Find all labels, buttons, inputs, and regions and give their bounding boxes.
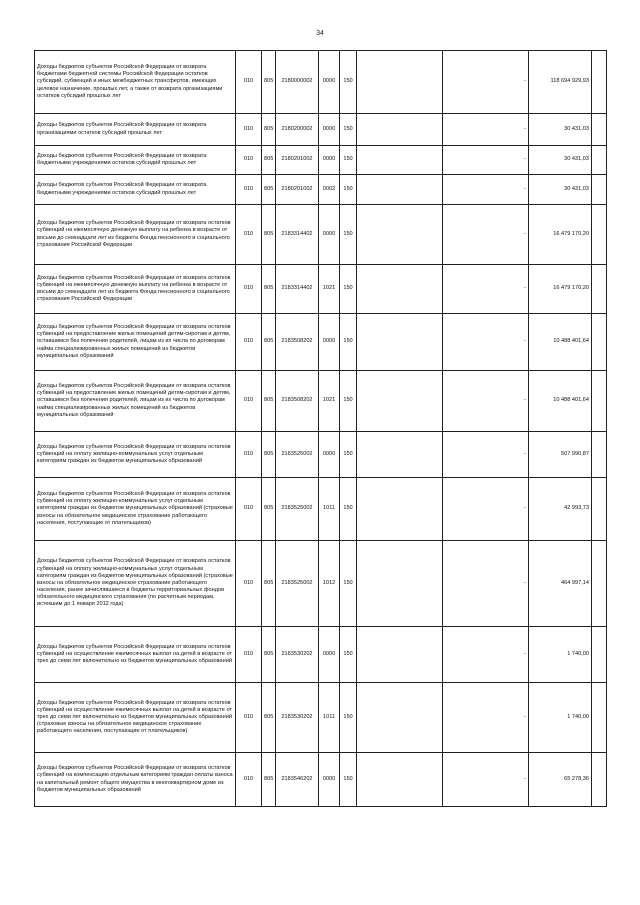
- table-body: [35, 51, 607, 807]
- row-plan-value: -: [443, 265, 529, 314]
- row-description: Доходы бюджетов субъектов Российской Федерации от возврата остатков субвенций на предоставление жилых помещений детям-сиротам и детям, оставшимся без попечения родителей, лицам из их числа по договорам найма специализированных жилых помещений из бюджетов муниципальных образований: [35, 371, 236, 432]
- row-revenue-code: 2183508202: [276, 371, 319, 432]
- row-empty-cell: [592, 205, 607, 265]
- row-empty-cell: [592, 478, 607, 541]
- row-subtype-code: 0002: [319, 175, 340, 205]
- row-empty-cell: [357, 314, 443, 371]
- row-plan-value: -: [443, 175, 529, 205]
- table-row: [35, 753, 607, 807]
- row-plan-value: -: [443, 478, 529, 541]
- row-subtype-code: 0000: [319, 51, 340, 114]
- row-description: Доходы бюджетов субъектов Российской Федерации от возврата остатков субвенций на оплату жилищно-коммунальных услуг отдельным категориям граждан из бюджетов муниципальных образований: [35, 432, 236, 478]
- row-amount: 30 431,03: [529, 114, 592, 146]
- row-revenue-code: 2183530202: [276, 627, 319, 683]
- row-empty-cell: [592, 114, 607, 146]
- row-revenue-code: 2183525002: [276, 478, 319, 541]
- row-subtype-code: 1011: [319, 683, 340, 753]
- row-kosgu-code: 150: [340, 683, 357, 753]
- row-plan-value: -: [443, 683, 529, 753]
- row-kosgu-code: 150: [340, 205, 357, 265]
- row-admin-code: 805: [262, 432, 276, 478]
- row-section-code: 010: [236, 314, 262, 371]
- row-section-code: 010: [236, 683, 262, 753]
- row-admin-code: 805: [262, 175, 276, 205]
- row-kosgu-code: 150: [340, 175, 357, 205]
- row-empty-cell: [357, 205, 443, 265]
- row-amount: 16 479 170,20: [529, 265, 592, 314]
- row-empty-cell: [357, 146, 443, 175]
- row-empty-cell: [592, 627, 607, 683]
- table-row: [35, 205, 607, 265]
- row-empty-cell: [592, 314, 607, 371]
- row-section-code: 010: [236, 371, 262, 432]
- row-empty-cell: [592, 683, 607, 753]
- row-empty-cell: [357, 114, 443, 146]
- row-empty-cell: [592, 432, 607, 478]
- row-plan-value: -: [443, 371, 529, 432]
- row-kosgu-code: 150: [340, 51, 357, 114]
- row-section-code: 010: [236, 51, 262, 114]
- row-admin-code: 805: [262, 205, 276, 265]
- row-admin-code: 805: [262, 683, 276, 753]
- row-empty-cell: [357, 753, 443, 807]
- row-description: Доходы бюджетов субъектов Российской Федерации от возврата остатков субвенций на оплату жилищно-коммунальных услуг отдельным категориям граждан из бюджетов муниципальных образований (страховые взносы на обязательное медицинское страхование работающего населения, ранее зачислявшиеся в бюджеты территориальных фондов обязательного медицинского страхования (по расчетным периодам, истекшим до 1 января 2012 года): [35, 541, 236, 627]
- row-kosgu-code: 150: [340, 146, 357, 175]
- row-section-code: 010: [236, 265, 262, 314]
- row-admin-code: 805: [262, 627, 276, 683]
- row-empty-cell: [592, 265, 607, 314]
- row-revenue-code: 2183525002: [276, 541, 319, 627]
- row-amount: 507 990,87: [529, 432, 592, 478]
- row-plan-value: -: [443, 51, 529, 114]
- row-plan-value: -: [443, 627, 529, 683]
- row-subtype-code: 1011: [319, 478, 340, 541]
- row-kosgu-code: 150: [340, 753, 357, 807]
- row-empty-cell: [357, 265, 443, 314]
- row-revenue-code: 2180201002: [276, 175, 319, 205]
- row-plan-value: -: [443, 541, 529, 627]
- row-subtype-code: 0000: [319, 314, 340, 371]
- row-empty-cell: [357, 432, 443, 478]
- row-subtype-code: 1021: [319, 371, 340, 432]
- table-row: [35, 432, 607, 478]
- row-kosgu-code: 150: [340, 371, 357, 432]
- row-revenue-code: 2180201002: [276, 146, 319, 175]
- row-empty-cell: [592, 541, 607, 627]
- row-revenue-code: 2180200002: [276, 114, 319, 146]
- row-plan-value: -: [443, 114, 529, 146]
- row-section-code: 010: [236, 146, 262, 175]
- budget-revenue-table: [34, 50, 607, 807]
- row-revenue-code: 2183314402: [276, 205, 319, 265]
- row-amount: 1 740,00: [529, 683, 592, 753]
- row-subtype-code: 0000: [319, 627, 340, 683]
- row-kosgu-code: 150: [340, 541, 357, 627]
- row-plan-value: -: [443, 205, 529, 265]
- table-row: [35, 175, 607, 205]
- row-admin-code: 805: [262, 51, 276, 114]
- row-subtype-code: 0000: [319, 114, 340, 146]
- row-subtype-code: 1021: [319, 265, 340, 314]
- row-amount: 30 431,03: [529, 146, 592, 175]
- row-kosgu-code: 150: [340, 265, 357, 314]
- row-empty-cell: [592, 51, 607, 114]
- row-description: Доходы бюджетов субъектов Российской Федерации от возврата остатков субвенций на оплату жилищно-коммунальных услуг отдельным категориям граждан из бюджетов муниципальных образований (страховые взносы на обязательное медицинское страхование работающего населения, поступающие от плательщиков): [35, 478, 236, 541]
- row-section-code: 010: [236, 205, 262, 265]
- row-revenue-code: 2180000002: [276, 51, 319, 114]
- row-section-code: 010: [236, 753, 262, 807]
- row-admin-code: 805: [262, 314, 276, 371]
- row-plan-value: -: [443, 146, 529, 175]
- row-empty-cell: [592, 371, 607, 432]
- row-kosgu-code: 150: [340, 432, 357, 478]
- row-section-code: 010: [236, 432, 262, 478]
- row-admin-code: 805: [262, 265, 276, 314]
- row-kosgu-code: 150: [340, 478, 357, 541]
- row-empty-cell: [592, 753, 607, 807]
- row-section-code: 010: [236, 114, 262, 146]
- row-admin-code: 805: [262, 753, 276, 807]
- row-amount: 42 993,73: [529, 478, 592, 541]
- row-revenue-code: 2183314402: [276, 265, 319, 314]
- table-row: [35, 314, 607, 371]
- row-subtype-code: 0000: [319, 146, 340, 175]
- row-empty-cell: [592, 146, 607, 175]
- row-amount: 10 488 401,64: [529, 371, 592, 432]
- row-kosgu-code: 150: [340, 114, 357, 146]
- row-amount: 118 694 929,93: [529, 51, 592, 114]
- row-empty-cell: [357, 371, 443, 432]
- row-description: Доходы бюджетов субъектов Российской Федерации от возврата бюджетами бюджетной системы Российской Федерации остатков субсидий, субвенций и иных межбюджетных трансфертов, имеющих целевое назначение, прошлых лет, а также от возврата организациями остатков субсидий прошлых лет: [35, 51, 236, 114]
- page-number: 34: [316, 30, 324, 37]
- row-empty-cell: [357, 683, 443, 753]
- row-revenue-code: 2183530202: [276, 683, 319, 753]
- row-empty-cell: [357, 51, 443, 114]
- row-plan-value: -: [443, 432, 529, 478]
- row-description: Доходы бюджетов субъектов Российской Федерации от возврата остатков субвенций на осуществление ежемесячных выплат на детей в возрасте от трех до семи лет включительно из бюджетов муниципальных образований (страховые взносы на обязательное медицинское страхование работающего населения, поступающие от плательщиков): [35, 683, 236, 753]
- row-amount: 30 431,03: [529, 175, 592, 205]
- row-revenue-code: 2183508202: [276, 314, 319, 371]
- row-description: Доходы бюджетов субъектов Российской Федерации от возврата остатков субвенций на ежемесячную денежную выплату на ребенка в возрасте от восьми до семнадцати лет из бюджета Фонда пенсионного и социального страхования Российской Федерации: [35, 265, 236, 314]
- row-subtype-code: 1012: [319, 541, 340, 627]
- row-empty-cell: [357, 175, 443, 205]
- row-empty-cell: [357, 627, 443, 683]
- row-kosgu-code: 150: [340, 314, 357, 371]
- row-amount: 1 740,00: [529, 627, 592, 683]
- row-description: Доходы бюджетов субъектов Российской Федерации от возврата остатков субвенций на осуществление ежемесячных выплат на детей в возрасте от трех до семи лет включительно из бюджетов муниципальных образований: [35, 627, 236, 683]
- table-row: [35, 265, 607, 314]
- row-admin-code: 805: [262, 146, 276, 175]
- row-plan-value: -: [443, 314, 529, 371]
- row-description: Доходы бюджетов субъектов Российской Федерации от возврата бюджетными учреждениями остатков субсидий прошлых лет: [35, 146, 236, 175]
- table-row: [35, 114, 607, 146]
- row-revenue-code: 2183546202: [276, 753, 319, 807]
- row-section-code: 010: [236, 627, 262, 683]
- row-section-code: 010: [236, 478, 262, 541]
- row-revenue-code: 2183525002: [276, 432, 319, 478]
- row-subtype-code: 0000: [319, 753, 340, 807]
- table-row: [35, 627, 607, 683]
- row-description: Доходы бюджетов субъектов Российской Федерации от возврата бюджетными учреждениями остатков субсидий прошлых лет: [35, 175, 236, 205]
- row-amount: 16 479 170,20: [529, 205, 592, 265]
- row-amount: 65 278,36: [529, 753, 592, 807]
- row-admin-code: 805: [262, 371, 276, 432]
- row-admin-code: 805: [262, 478, 276, 541]
- row-section-code: 010: [236, 175, 262, 205]
- row-amount: 464 997,14: [529, 541, 592, 627]
- table-row: [35, 683, 607, 753]
- row-subtype-code: 0000: [319, 205, 340, 265]
- row-description: Доходы бюджетов субъектов Российской Федерации от возврата организациями остатков субсидий прошлых лет: [35, 114, 236, 146]
- row-kosgu-code: 150: [340, 627, 357, 683]
- table-row: [35, 146, 607, 175]
- row-empty-cell: [357, 478, 443, 541]
- table-row: [35, 371, 607, 432]
- row-subtype-code: 0000: [319, 432, 340, 478]
- table-row: [35, 541, 607, 627]
- table-row: [35, 478, 607, 541]
- row-section-code: 010: [236, 541, 262, 627]
- row-description: Доходы бюджетов субъектов Российской Федерации от возврата остатков субвенций на ежемесячную денежную выплату на ребенка в возрасте от восьми до семнадцати лет из бюджета Фонда пенсионного и социального страхования Российской Федерации: [35, 205, 236, 265]
- row-amount: 10 488 401,64: [529, 314, 592, 371]
- row-empty-cell: [592, 175, 607, 205]
- row-admin-code: 805: [262, 541, 276, 627]
- row-admin-code: 805: [262, 114, 276, 146]
- row-description: Доходы бюджетов субъектов Российской Федерации от возврата остатков субвенций на компенсацию отдельным категориям граждан оплаты взноса на капитальный ремонт общего имущества в многоквартирном доме из бюджетов муниципальных образований: [35, 753, 236, 807]
- row-description: Доходы бюджетов субъектов Российской Федерации от возврата остатков субвенций на предоставление жилых помещений детям-сиротам и детям, оставшимся без попечения родителей, лицам из их числа по договорам найма специализированных жилых помещений из бюджетов муниципальных образований: [35, 314, 236, 371]
- row-plan-value: -: [443, 753, 529, 807]
- table-row: [35, 51, 607, 114]
- row-empty-cell: [357, 541, 443, 627]
